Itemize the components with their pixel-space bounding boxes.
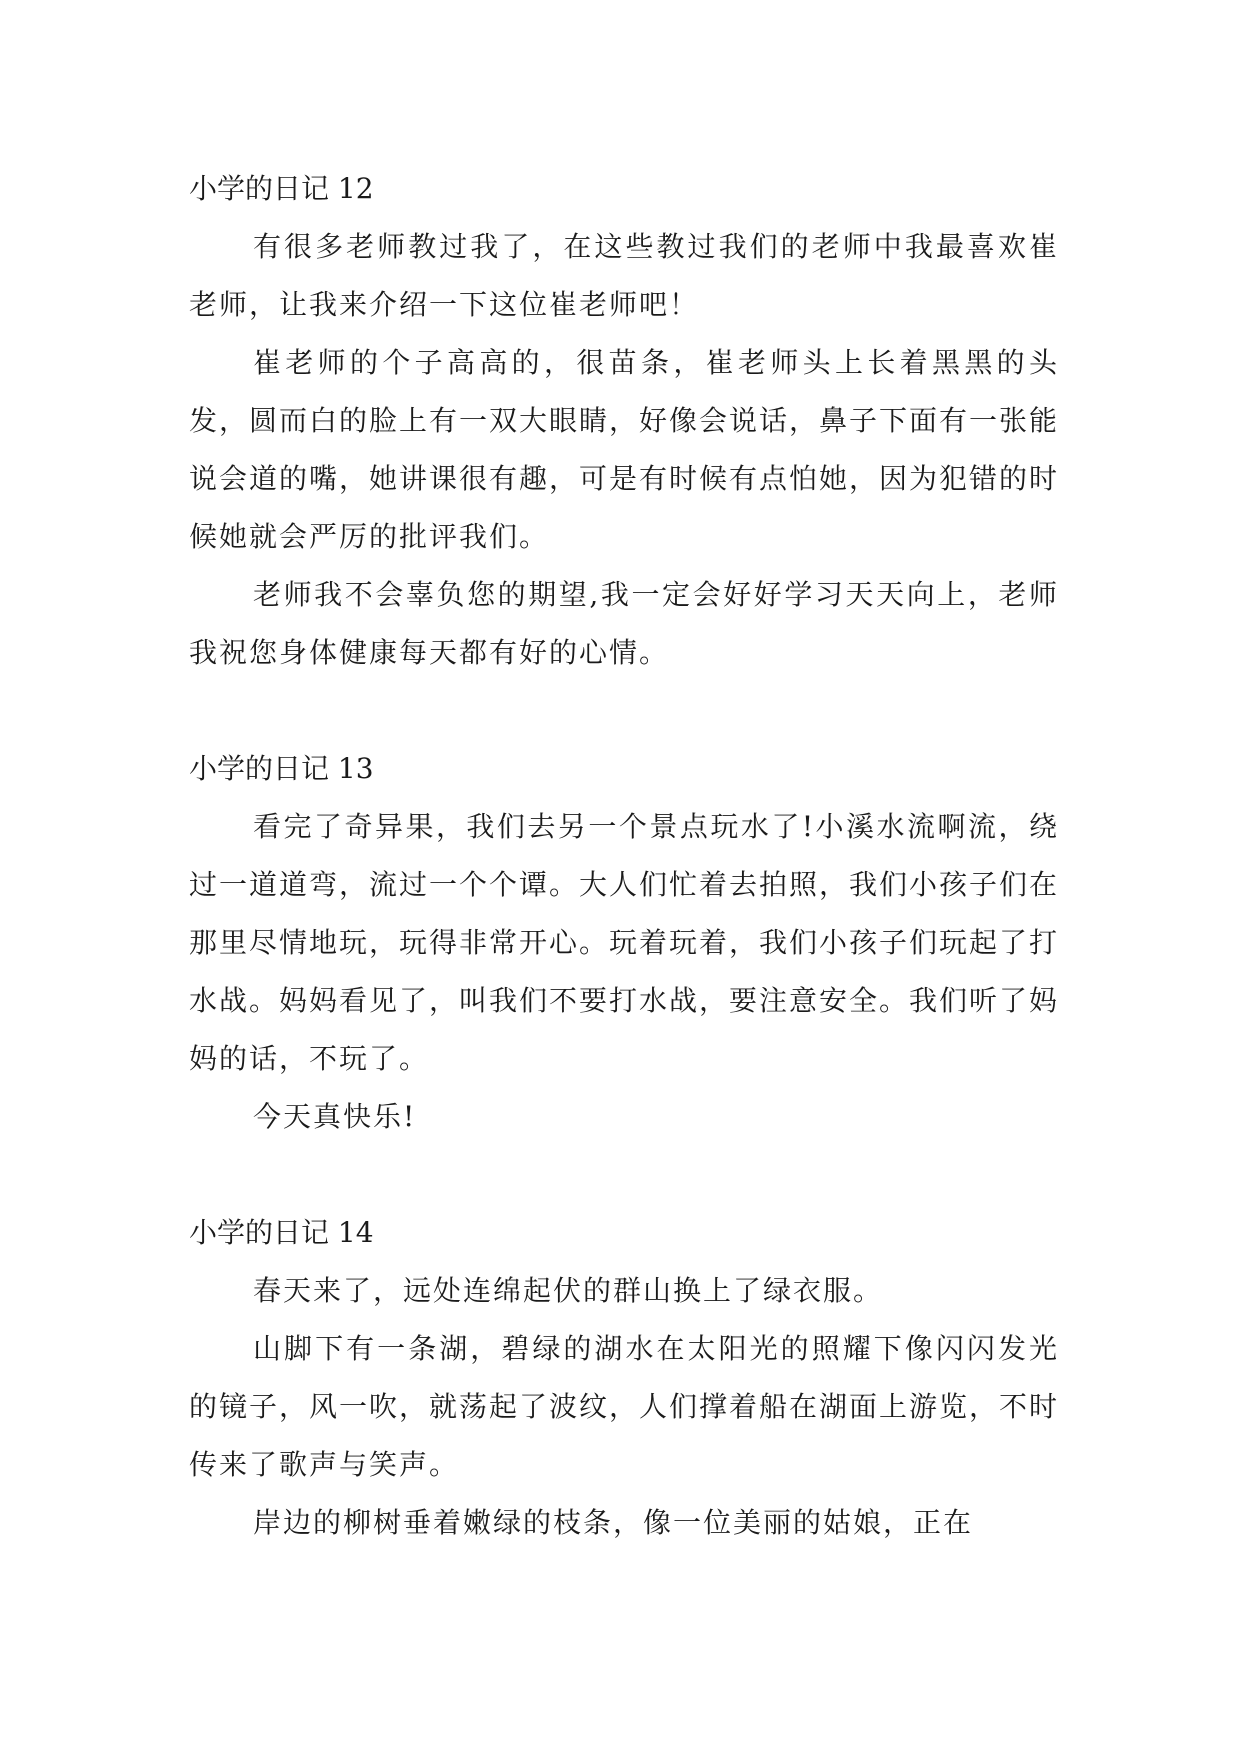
- paragraph: 看完了奇异果，我们去另一个景点玩水了!小溪水流啊流，绕过一道道弯，流过一个个谭。大人们忙着去拍照，我们小孩子们在那里尽情地玩，玩得非常开心。玩着玩着，我们小孩子们玩起了打水战。妈妈看见了，叫我们不要打水战，要注意安全。我们听了妈妈的话，不玩了。: [189, 810, 1060, 1075]
- section-gap: [189, 682, 1059, 740]
- document-page: [189, 160, 1059, 1552]
- section-gap: [189, 1146, 1059, 1204]
- paragraph: 今天真快乐!: [253, 1100, 417, 1133]
- paragraph: 山脚下有一条湖，碧绿的湖水在太阳光的照耀下像闪闪发光的镜子，风一吹，就荡起了波纹，人们撑着船在湖面上游览，不时传来了歌声与笑声。: [189, 1332, 1060, 1481]
- paragraph: 崔老师的个子高高的，很苗条，崔老师头上长着黑黑的头发，圆而白的脸上有一双大眼睛，好像会说话，鼻子下面有一张能说会道的嘴，她讲课很有趣，可是有时候有点怕她，因为犯错的时候她就会严厉的批评我们。: [189, 346, 1060, 553]
- diary-entry-14: [189, 1204, 1059, 1552]
- paragraph: 岸边的柳树垂着嫩绿的枝条，像一位美丽的姑娘，正在: [253, 1506, 974, 1539]
- entry-title: 小学的日记 12: [189, 172, 374, 205]
- paragraph: 春天来了，远处连绵起伏的群山换上了绿衣服。: [253, 1274, 884, 1307]
- paragraph: 老师我不会辜负您的期望,我一定会好好学习天天向上，老师我祝您身体健康每天都有好的心情。: [189, 578, 1059, 669]
- paragraph: 有很多老师教过我了，在这些教过我们的老师中我最喜欢崔老师，让我来介绍一下这位崔老师吧！: [189, 230, 1059, 321]
- entry-title: 小学的日记 13: [189, 752, 374, 785]
- entry-title: 小学的日记 14: [189, 1216, 374, 1249]
- diary-entry-12: [189, 160, 1059, 682]
- diary-entry-13: [189, 740, 1059, 1146]
